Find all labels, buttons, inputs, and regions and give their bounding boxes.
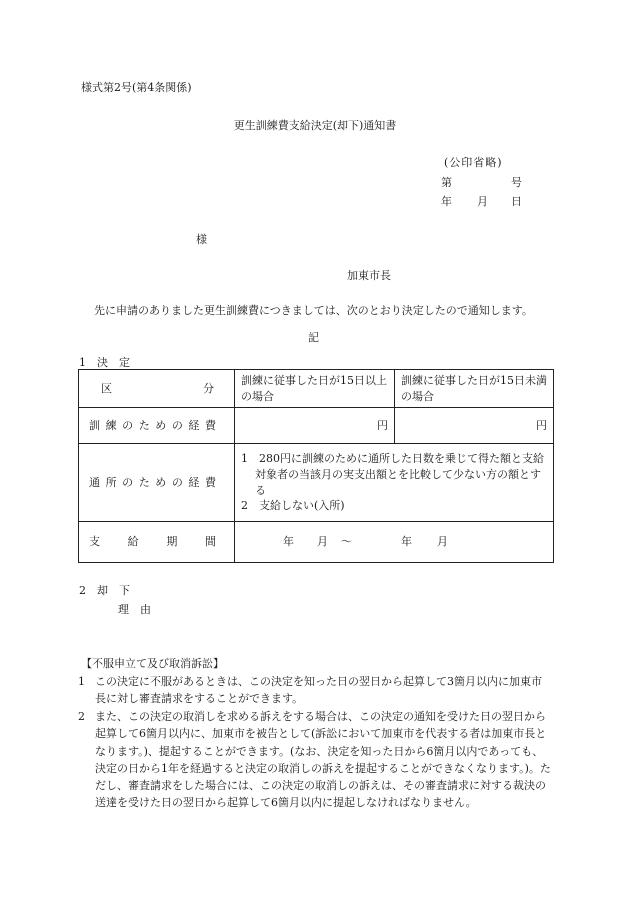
date-month-label: 月 bbox=[477, 195, 488, 208]
commute-item-1 bbox=[241, 451, 547, 499]
training-expense-label: 訓練のための経費 bbox=[79, 408, 235, 444]
document-number-suffix: 号 bbox=[511, 176, 522, 189]
appeal-heading: 【不服申立て及び取消訴訟】 bbox=[81, 657, 224, 670]
table-header-row bbox=[79, 370, 554, 408]
commute-item-2: 2 支給しない(入所) bbox=[241, 499, 345, 513]
appeal-paragraph-1-text: この決定に不服があるときは、この決定を知った日の翌日から起算して3箇月以内に加東市長に対し審査請求をすることができます。 bbox=[95, 675, 542, 706]
form-number-label: 様式第2号(第4条関係) bbox=[81, 81, 192, 94]
decision-table bbox=[78, 369, 554, 563]
appeal-paragraph-2-number: 2 bbox=[78, 710, 85, 723]
table-row bbox=[79, 522, 554, 563]
ki-marker: 記 bbox=[308, 331, 319, 344]
header-under-15-days: 訓練に従事した日が15日未満の場合 bbox=[395, 370, 554, 408]
section-decision-heading: 1 決 定 bbox=[79, 356, 130, 369]
period-start-month: 月 bbox=[317, 535, 328, 549]
section-rejection-heading: 2 却 下 bbox=[79, 584, 130, 597]
table-row bbox=[79, 408, 554, 444]
commute-expense-detail bbox=[235, 444, 554, 522]
appeal-paragraph-1 bbox=[78, 673, 552, 708]
date-day-label: 日 bbox=[511, 195, 522, 208]
appeal-paragraph-2 bbox=[78, 708, 552, 812]
training-expense-15-plus-yen: 円 bbox=[235, 408, 395, 444]
rejection-reason-label: 理 由 bbox=[118, 603, 151, 616]
date-year-label: 年 bbox=[441, 195, 452, 208]
header-15-days-or-more: 訓練に従事した日が15日以上の場合 bbox=[235, 370, 395, 408]
document-title: 更生訓練費支給決定(却下)通知書 bbox=[233, 119, 397, 132]
training-expense-under-15-yen: 円 bbox=[395, 408, 554, 444]
category-header: 区 分 bbox=[79, 370, 235, 408]
appeal-paragraph-2-text: また、この決定の取消しを求める訴えをする場合は、この決定の通知を受けた日の翌日から起算して6箇月以内に、加東市を被告として(訴訟において加東市を代表する者は加東市長となります。)、提起することができます。(なお、決定を知った日から6箇月以内であっても、決定の日から1年を経過すると決定の取消しの訴えを提起することができなくなります。)。ただし、審査請求をした場合には、この決定の取消しの訴えは、その審査請求に対する裁決の送達を受けた日の翌日から起算して6箇月以内に提起しなければなりません。 bbox=[95, 710, 551, 810]
commute-expense-label: 通所のための経費 bbox=[79, 444, 235, 522]
commute-item-1-number: 1 bbox=[241, 451, 248, 465]
payment-period-label: 支給期間 bbox=[79, 522, 235, 563]
period-end-year: 年 bbox=[401, 535, 412, 549]
document-number-prefix: 第 bbox=[441, 176, 452, 189]
addressee-suffix: 様 bbox=[196, 233, 207, 246]
seal-note: (公印省略) bbox=[444, 156, 503, 169]
period-start-year: 年 bbox=[283, 535, 294, 549]
period-tilde: ～ bbox=[341, 535, 352, 549]
payment-period-value bbox=[235, 522, 554, 563]
period-end-month: 月 bbox=[437, 535, 448, 549]
commute-item-1-text: 280円に訓練のために通所した日数を乗じて得た額と支給対象者の当該月の実支出額とを比較して少ない方の額とする bbox=[255, 451, 544, 497]
issuer-name: 加東市長 bbox=[347, 269, 391, 282]
intro-text: 先に申請のありました更生訓練費につきましては、次のとおり決定したので通知します。 bbox=[94, 304, 533, 317]
table-row bbox=[79, 444, 554, 522]
appeal-paragraph-1-number: 1 bbox=[78, 675, 85, 688]
